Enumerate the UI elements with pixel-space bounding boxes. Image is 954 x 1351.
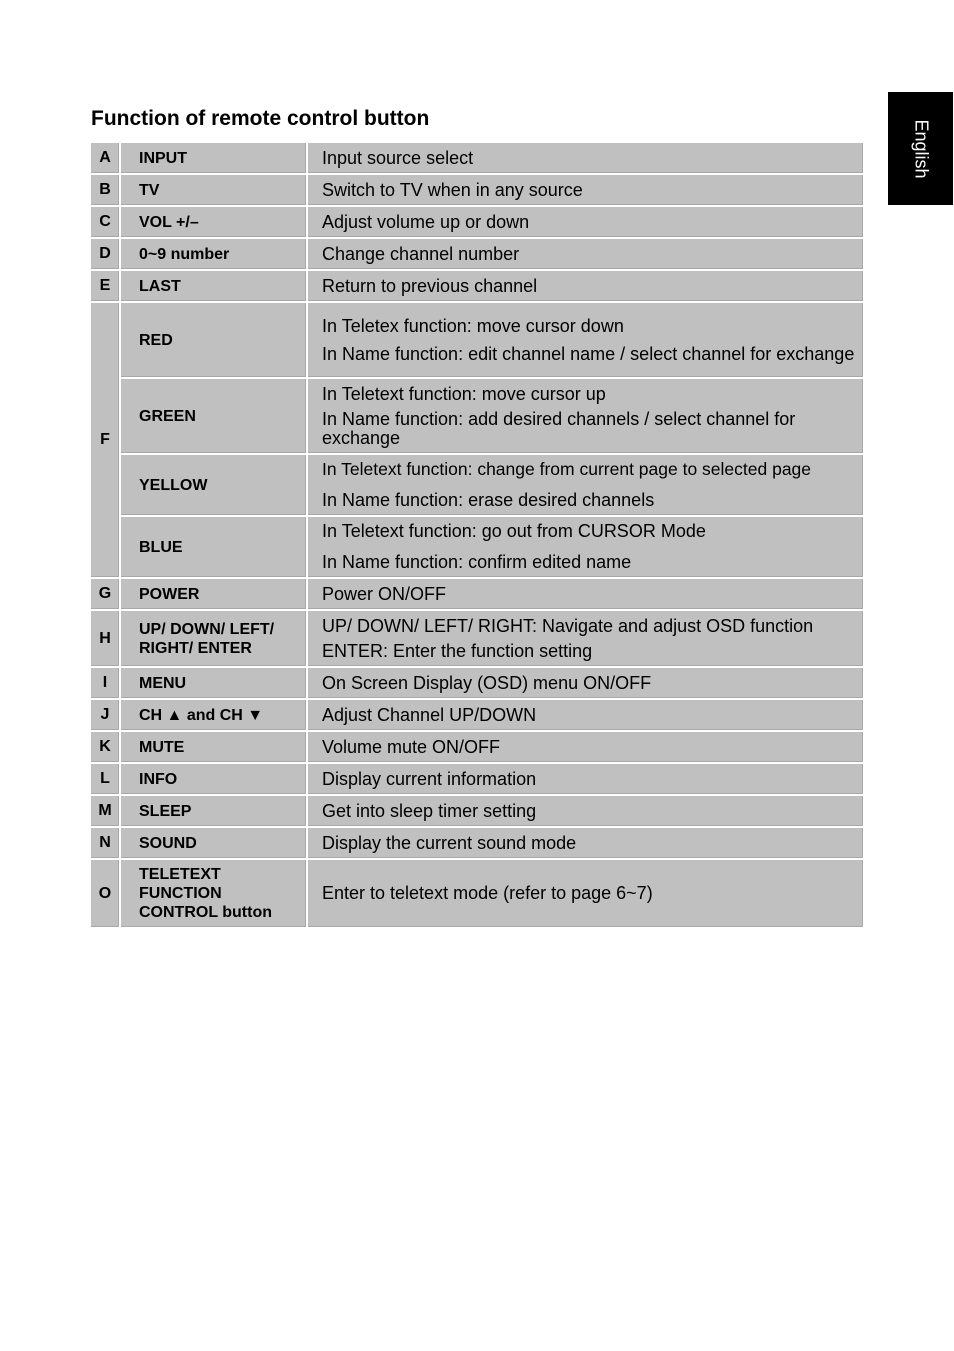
row-letter: N: [91, 828, 121, 860]
table-row: [91, 143, 863, 175]
button-description: In Teletext function: change from current page to selected page In Name function: erase desired channels: [308, 455, 863, 517]
table-row: [91, 303, 863, 379]
button-name: GREEN: [121, 379, 308, 455]
row-letter: L: [91, 764, 121, 796]
table-row: [91, 455, 863, 517]
table-row: [91, 828, 863, 860]
button-description: Return to previous channel: [308, 271, 863, 303]
button-description: On Screen Display (OSD) menu ON/OFF: [308, 668, 863, 700]
button-name: SOUND: [121, 828, 308, 860]
row-letter: K: [91, 732, 121, 764]
table-row: [91, 271, 863, 303]
button-description: Get into sleep timer setting: [308, 796, 863, 828]
row-letter: I: [91, 668, 121, 700]
button-description: Adjust Channel UP/DOWN: [308, 700, 863, 732]
button-name: SLEEP: [121, 796, 308, 828]
table-row: [91, 239, 863, 271]
table-row: [91, 517, 863, 579]
button-description: In Teletext function: go out from CURSOR Mode In Name function: confirm edited name: [308, 517, 863, 579]
table-row: [91, 175, 863, 207]
table-row: [91, 796, 863, 828]
table-row: [91, 764, 863, 796]
button-name: RED: [121, 303, 308, 379]
row-letter: J: [91, 700, 121, 732]
table-row: [91, 579, 863, 611]
row-letter: D: [91, 239, 121, 271]
row-letter: G: [91, 579, 121, 611]
row-letter: O: [91, 860, 121, 929]
button-name: POWER: [121, 579, 308, 611]
button-name: TV: [121, 175, 308, 207]
row-letter: E: [91, 271, 121, 303]
button-description: In Teletex function: move cursor down In Name function: edit channel name / select channel for exchange: [308, 303, 863, 379]
button-name: UP/ DOWN/ LEFT/ RIGHT/ ENTER: [121, 611, 308, 668]
button-name: LAST: [121, 271, 308, 303]
button-name: MUTE: [121, 732, 308, 764]
button-description: Enter to teletext mode (refer to page 6~7): [308, 860, 863, 929]
table-row: [91, 700, 863, 732]
row-letter: B: [91, 175, 121, 207]
button-name: INPUT: [121, 143, 308, 175]
row-letter: F: [91, 303, 121, 579]
remote-function-table: [91, 143, 863, 929]
button-name: MENU: [121, 668, 308, 700]
row-letter: C: [91, 207, 121, 239]
table-row: [91, 732, 863, 764]
table-row: [91, 379, 863, 455]
button-description: UP/ DOWN/ LEFT/ RIGHT: Navigate and adjust OSD function ENTER: Enter the function setting: [308, 611, 863, 668]
button-name: VOL +/–: [121, 207, 308, 239]
button-name: CH ▲ and CH ▼: [121, 700, 308, 732]
row-letter: A: [91, 143, 121, 175]
button-name: YELLOW: [121, 455, 308, 517]
row-letter: H: [91, 611, 121, 668]
page-title: Function of remote control button: [91, 107, 430, 130]
button-name: 0~9 number: [121, 239, 308, 271]
table-row: [91, 611, 863, 668]
button-description: Change channel number: [308, 239, 863, 271]
table-row: [91, 668, 863, 700]
button-name: INFO: [121, 764, 308, 796]
table-row: [91, 860, 863, 929]
row-letter: M: [91, 796, 121, 828]
button-description: Input source select: [308, 143, 863, 175]
button-description: Display current information: [308, 764, 863, 796]
language-tab: [888, 92, 953, 205]
button-description: Power ON/OFF: [308, 579, 863, 611]
table-row: [91, 207, 863, 239]
button-description: Volume mute ON/OFF: [308, 732, 863, 764]
language-tab-label: English: [911, 118, 931, 179]
button-name: BLUE: [121, 517, 308, 579]
button-description: Switch to TV when in any source: [308, 175, 863, 207]
button-name: TELETEXT FUNCTION CONTROL button: [121, 860, 308, 929]
button-description: In Teletext function: move cursor up In Name function: add desired channels / select channel for exchange: [308, 379, 863, 455]
button-description: Display the current sound mode: [308, 828, 863, 860]
button-description: Adjust volume up or down: [308, 207, 863, 239]
